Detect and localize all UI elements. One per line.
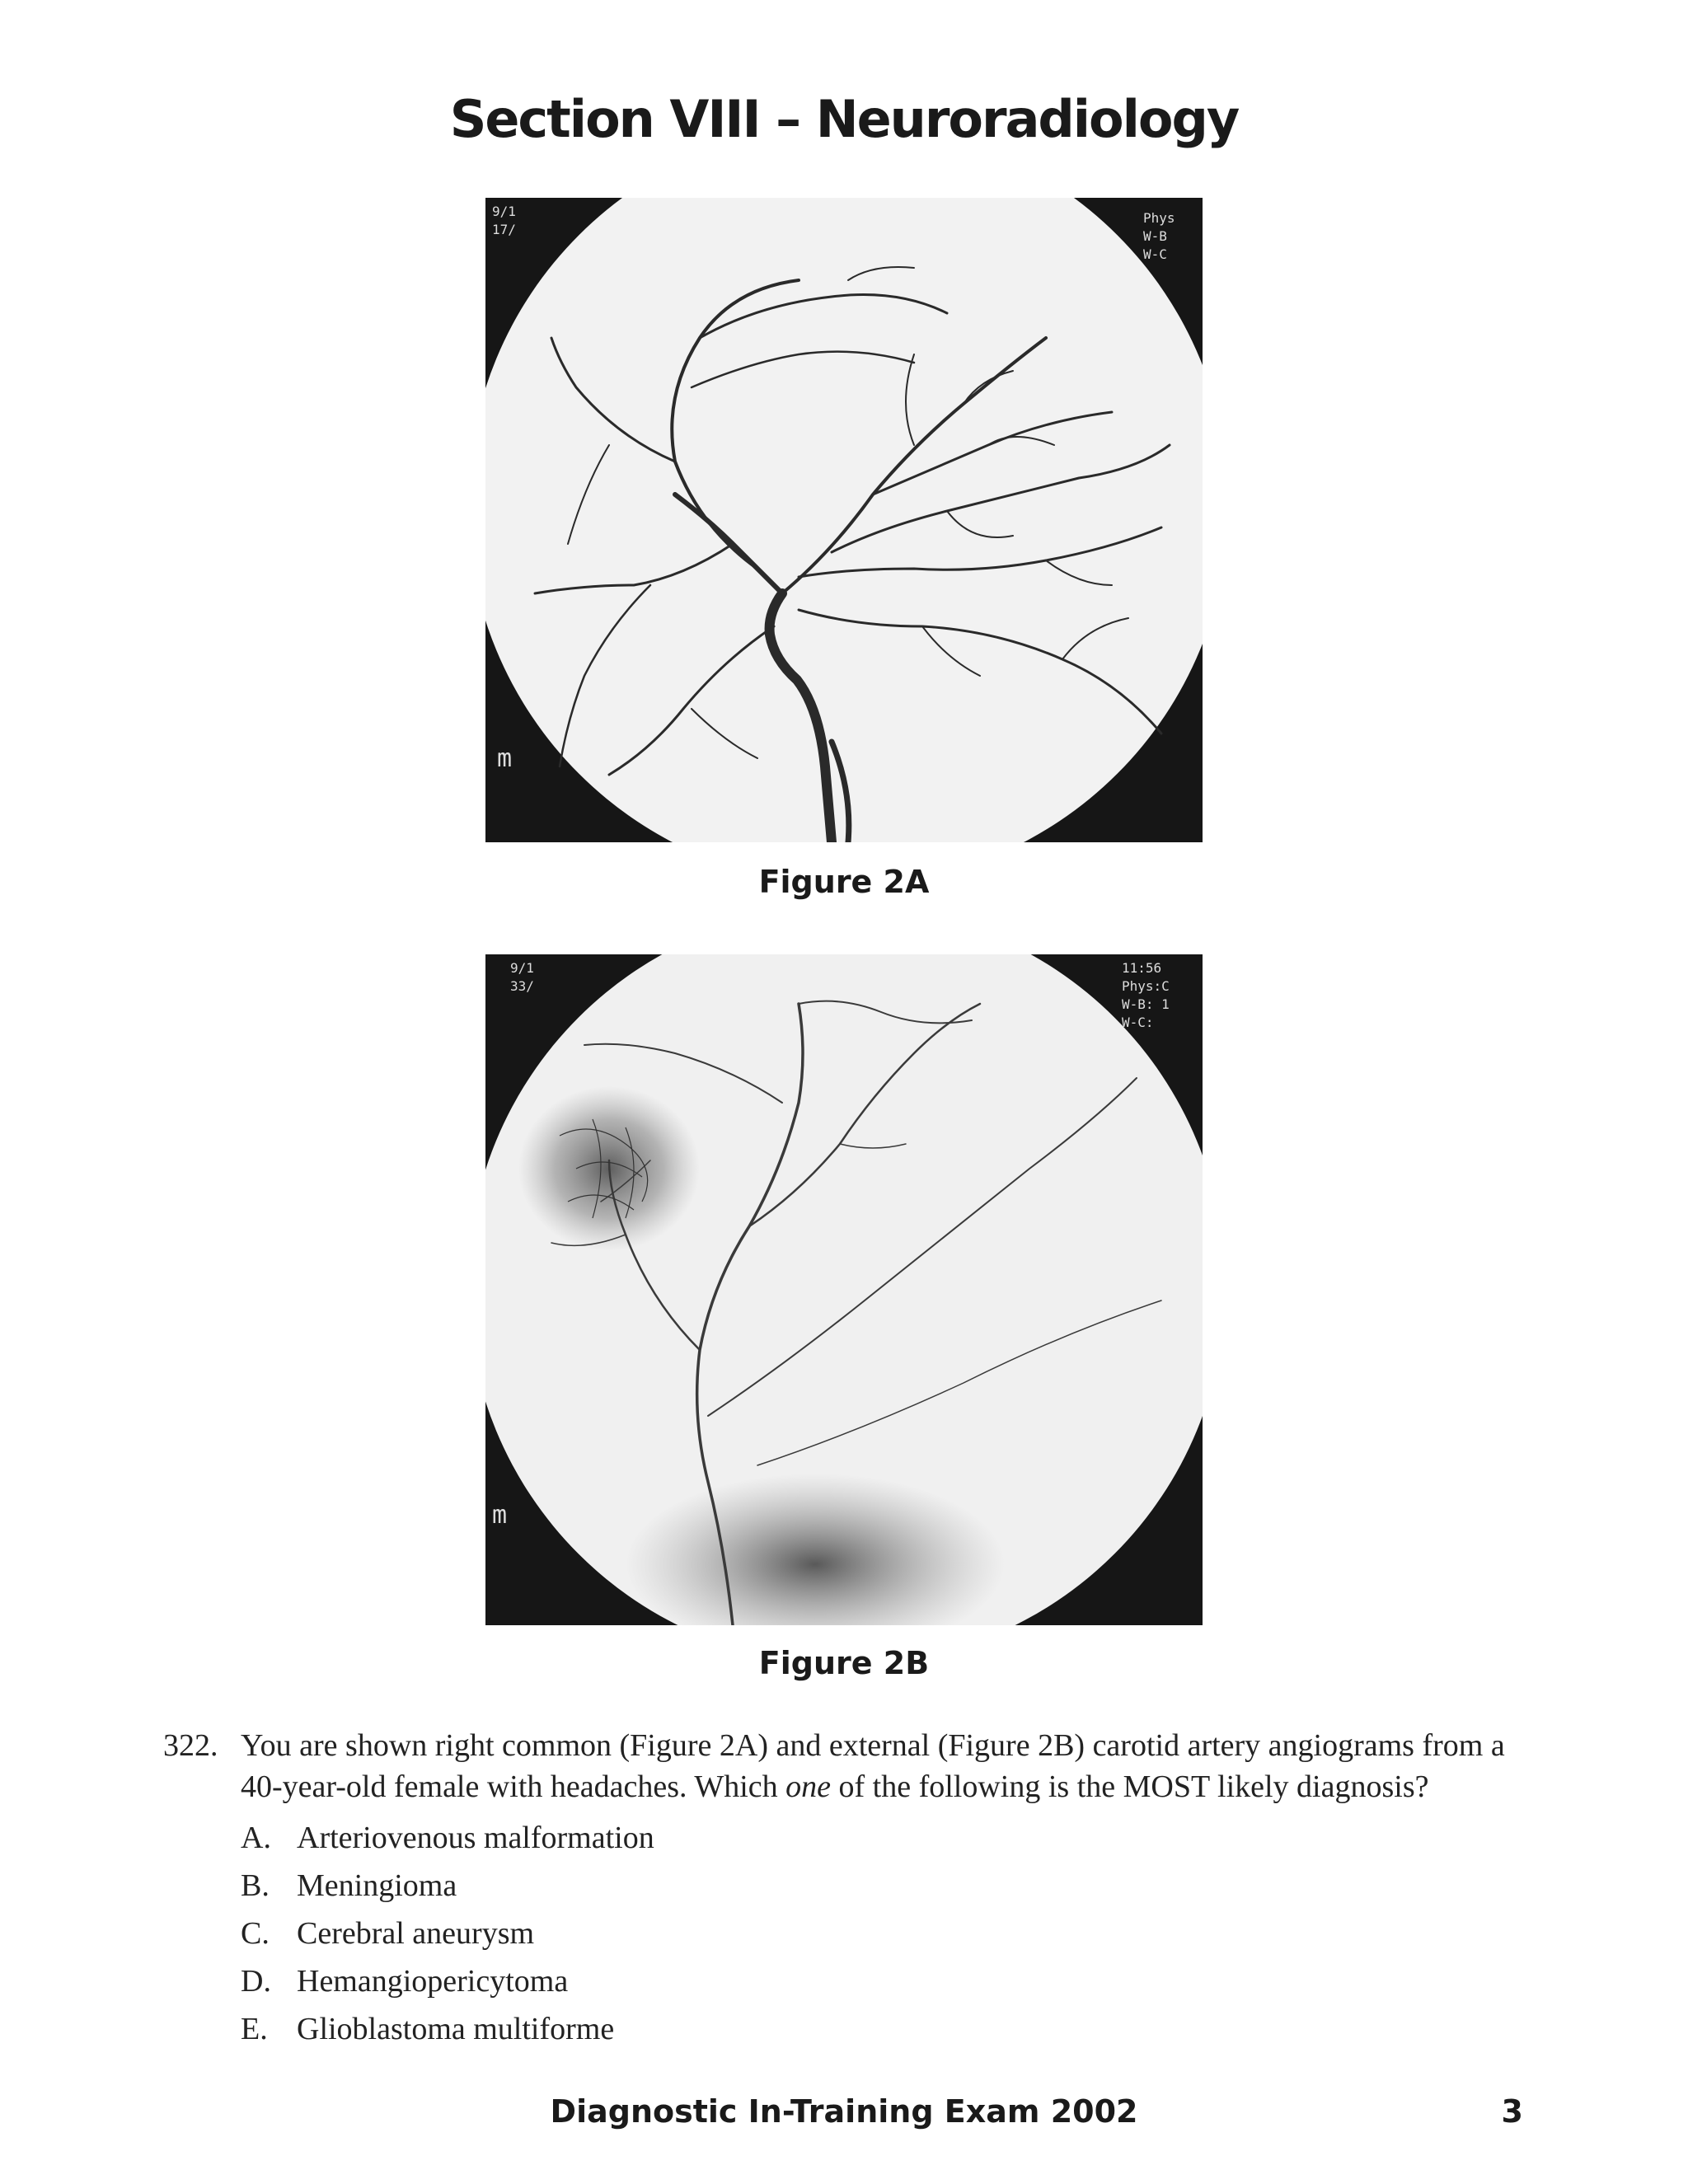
question-stem-emphasis: one [785,1769,832,1804]
option-letter: C. [241,1916,270,1951]
option-letter: B. [241,1868,270,1903]
overlay-right-2: W-B [1143,228,1167,244]
option-letter: A. [241,1821,271,1855]
figure-2a-angiogram [485,198,1203,842]
overlay-right-4: W-C: [1122,1015,1154,1030]
option-letter: D. [241,1964,271,1999]
question-322 [163,1725,1515,2053]
answer-option-e [241,2005,1515,2053]
option-letter: E. [241,2012,268,2046]
overlay-right-3: W-C [1143,246,1167,262]
option-text: Cerebral aneurysm [297,1916,535,1951]
side-marker: m [492,1501,508,1530]
overlay-left-1: 9/1 [510,960,534,976]
page-title: Section VIII – Neuroradiology [449,89,1239,149]
option-text: Glioblastoma multiforme [297,2012,615,2046]
question-stem-part1: You are shown right common (Figure 2A) and external (Figure 2B) carotid artery angiograms from a 40-year-old female with headaches. Which [241,1728,1505,1804]
overlay-right-3: W-B: 1 [1122,996,1170,1012]
answer-option-b [241,1862,1515,1910]
overlay-left-2: 33/ [510,978,534,994]
answer-options [241,1814,1515,2053]
answer-option-a [241,1814,1515,1862]
overlay-left-2: 17/ [492,222,516,237]
footer-title: Diagnostic In-Training Exam 2002 [550,2093,1138,2130]
question-number: 322. [163,1728,218,1763]
page-number: 3 [1501,2093,1523,2130]
option-text: Arteriovenous malformation [297,1821,654,1855]
angiogram-2b-image [485,954,1203,1625]
overlay-right-1: 11:56 [1122,960,1162,976]
overlay-left-1: 9/1 [492,204,516,219]
question-stem-part2: of the following is the MOST likely diagnosis? [831,1769,1429,1804]
question-stem [241,1725,1515,1807]
option-text: Hemangiopericytoma [297,1964,569,1999]
figure-2b-angiogram [485,954,1203,1625]
overlay-right-2: Phys:C [1122,978,1170,994]
option-text: Meningioma [297,1868,457,1903]
overlay-right-1: Phys [1143,210,1175,226]
figure-2b-caption: Figure 2B [758,1645,930,1681]
side-marker: m [497,744,513,773]
figure-2a-caption: Figure 2A [758,864,930,900]
answer-option-d [241,1957,1515,2005]
angiogram-2a-image [485,198,1203,842]
answer-option-c [241,1910,1515,1957]
